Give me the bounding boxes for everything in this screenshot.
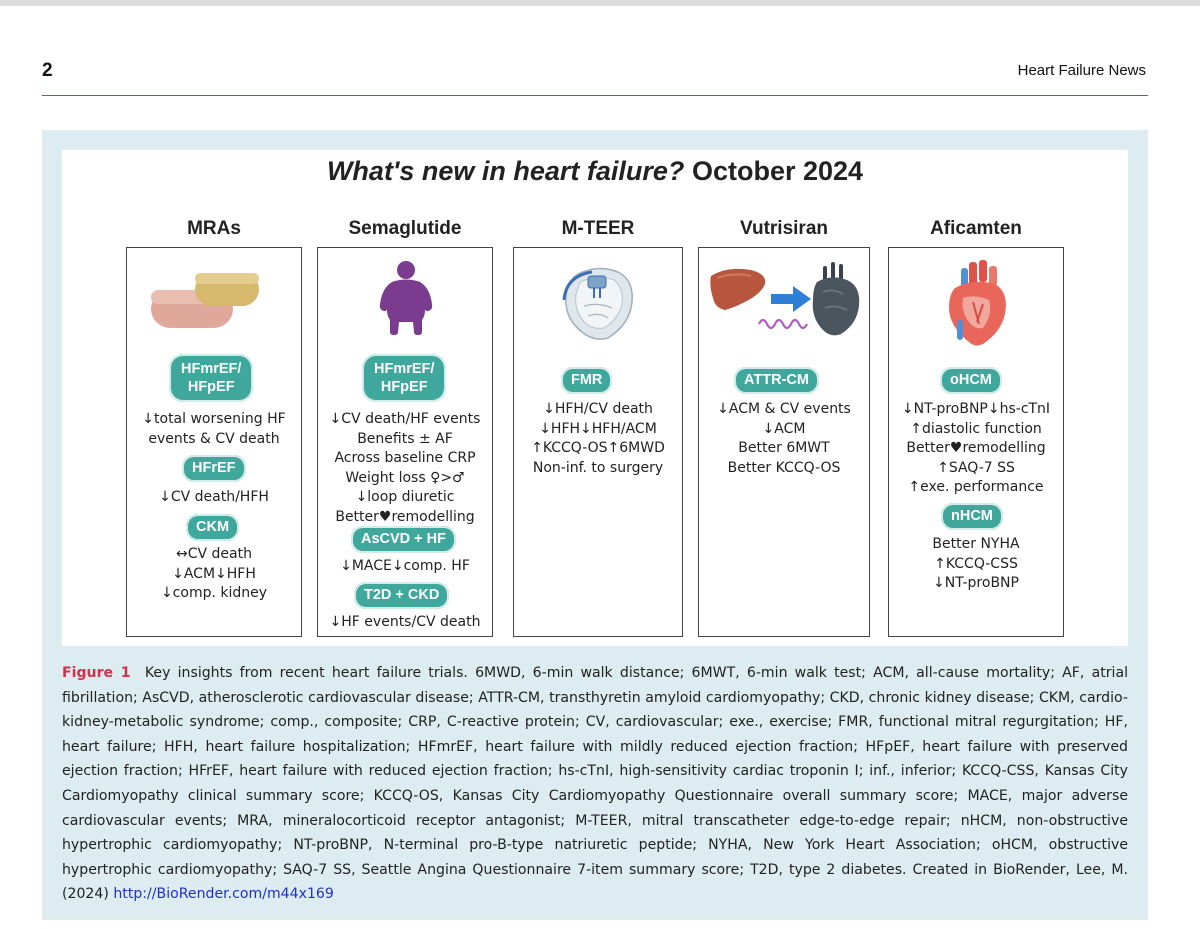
finding-line: ↑diastolic function	[910, 420, 1042, 437]
pill-line: HFrEF	[192, 460, 236, 476]
pill-line: HFpEF	[380, 379, 428, 395]
column-heading-m-teer: M-TEER	[561, 218, 635, 239]
mras-group-3-text	[127, 545, 301, 604]
column-heading-mras: MRAs	[187, 218, 241, 239]
pill-line: HFmrEF/	[374, 361, 435, 377]
caption-text: Key insights from recent heart failure trials. 6MWD, 6-min walk distance; 6MWT, 6-min walk test; ACM, all-cause mortality; AF, atrial fibrillation; AsCVD, atherosclerotic cardiovascular disease; ATTR-CM, transthyretin amyloid cardiomyopathy; CKD, chronic kidney disease; CKM, cardio-kidney-metabolic syndrome; comp., composite; CRP, C-reactive protein; CV, cardiovascular; exe., exercise; FMR, functional mitral regurgitation; HF, heart failure; HFH, heart failure hospitalization; HFmrEF, heart failure with mildly reduced ejection fraction; HFpEF, heart failure with preserved ejection fraction; HFrEF, heart failure with reduced ejection fraction; hs-cTnI, high-sensitivity cardiac troponin I; inf., inferior; KCCQ-CSS, Kansas City Cardiomyopathy clinical summary score; KCCQ-OS, Kansas City Cardiomyopathy Questionnaire overall summary score; MACE, major adverse cardiovascular events; MRA, mineralocorticoid receptor antagonist; M-TEER, mitral transcatheter edge-to-edge repair; nHCM, non-obstructive hypertrophic cardiomyopathy; NT-proBNP, N-terminal pro-B-type natriuretic peptide; NYHA, New York Heart Association; oHCM, obstructive hypertrophic cardiomyopathy; SAQ-7 SS, Seattle Angina Questionnaire 7-item summary score; T2D, type 2 diabetes. Created in BioRender, Lee, M. (2024)	[62, 665, 1128, 903]
finding-line: Better KCCQ-OS	[727, 459, 841, 476]
pill-semaglutide-ascvd-hf	[351, 526, 456, 553]
aficamten-group-2-text	[889, 535, 1063, 594]
anatomical-heart-icon	[943, 258, 1013, 348]
finding-line: ↓total worsening HF	[142, 411, 286, 427]
column-mras	[126, 247, 302, 637]
pill-line: CKM	[196, 519, 230, 535]
finding-line: ↓comp. kidney	[160, 585, 268, 601]
finding-line: ↓ACM & CV events	[717, 401, 851, 417]
figure-graphic	[62, 150, 1128, 646]
pill-aficamten-ohcm	[940, 367, 1002, 394]
column-vutrisiran	[698, 247, 870, 637]
biorender-link[interactable]: http://BioRender.com/m44x169	[113, 886, 334, 903]
column-heading-aficamten: Aficamten	[930, 218, 1022, 239]
finding-line: Better♥remodelling	[906, 440, 1046, 456]
pill-line: FMR	[571, 372, 603, 388]
finding-line: ↓CV death/HF events	[329, 411, 481, 427]
finding-line: Non-inf. to surgery	[532, 459, 664, 476]
pill-mras-ckm	[186, 514, 239, 541]
finding-line: ↓HF events/CV death	[329, 614, 481, 630]
finding-line: ↑KCCQ-OS↑6MWD	[531, 440, 665, 456]
finding-line: ↑KCCQ-CSS	[934, 555, 1018, 572]
journal-name: Heart Failure News	[1017, 62, 1146, 79]
finding-line: Better♥remodelling	[335, 508, 475, 525]
column-semaglutide	[317, 247, 493, 637]
finding-line: Weight loss ♀>♂	[345, 469, 465, 486]
liver-to-heart-icon	[707, 258, 865, 338]
pills-icon	[149, 270, 261, 334]
pill-line: oHCM	[950, 372, 992, 388]
mras-group-2-text	[127, 488, 301, 508]
pill-line: nHCM	[951, 508, 993, 524]
column-m-teer	[513, 247, 683, 637]
finding-line: ↓NT-proBNP	[933, 575, 1019, 591]
pill-mras-hfref	[182, 455, 246, 482]
column-heading-semaglutide: Semaglutide	[348, 218, 462, 239]
figure-title-date: October 2024	[691, 156, 864, 186]
column-heading-vutrisiran: Vutrisiran	[740, 218, 828, 239]
finding-line: ↓HFH↓HFH/ACM	[539, 420, 657, 437]
finding-line: Better 6MWT	[738, 440, 830, 456]
pill-line: HFpEF	[187, 379, 235, 395]
pill-mras-hfmref-hfpef	[169, 354, 253, 402]
page-number: 2	[42, 60, 53, 81]
heart-clip-icon	[558, 262, 640, 342]
semaglutide-group-2-text	[318, 557, 492, 577]
pill-line: ATTR-CM	[744, 372, 809, 388]
finding-line: ↓MACE↓comp. HF	[340, 558, 470, 574]
figure-label: Figure 1	[62, 665, 131, 681]
figure-caption	[62, 661, 1128, 907]
finding-line: ↓HFH/CV death	[543, 401, 653, 417]
page-header	[42, 58, 1148, 96]
figure-title	[62, 156, 1128, 187]
column-aficamten	[888, 247, 1064, 637]
person-obese-icon	[378, 260, 434, 336]
finding-line: ↓ACM↓HFH	[172, 565, 256, 582]
vutrisiran-group-1-text	[699, 400, 869, 478]
finding-line: ↔CV death	[176, 546, 252, 562]
pill-line: T2D + CKD	[364, 587, 440, 603]
pill-m-teer-fmr	[561, 367, 612, 394]
pill-line: AsCVD + HF	[361, 531, 447, 547]
finding-line: ↓CV death/HFH	[159, 489, 269, 505]
finding-line: Better NYHA	[932, 536, 1020, 552]
finding-line: ↑SAQ-7 SS	[937, 459, 1015, 476]
semaglutide-group-1-text	[318, 410, 492, 527]
finding-line: ↑exe. performance	[908, 479, 1044, 495]
finding-line: events & CV death	[148, 430, 280, 447]
top-edge-bar	[0, 0, 1200, 6]
finding-line: ↓ACM	[762, 420, 806, 437]
figure-title-italic: What's new in heart failure?	[326, 156, 685, 186]
finding-line: Benefits ± AF	[357, 430, 453, 447]
m-teer-group-1-text	[514, 400, 682, 478]
pill-aficamten-nhcm	[941, 503, 1003, 530]
pill-line: HFmrEF/	[181, 361, 242, 377]
pill-semaglutide-hfmref-hfpef	[362, 354, 446, 402]
finding-line: ↓loop diuretic	[355, 489, 455, 505]
pill-semaglutide-t2d-ckd	[354, 582, 449, 609]
mras-group-1-text	[127, 410, 301, 449]
finding-line: Across baseline CRP	[334, 450, 476, 466]
aficamten-group-1-text	[889, 400, 1063, 498]
finding-line: ↓NT-proBNP↓hs-cTnI	[901, 401, 1051, 417]
pill-vutrisiran-attr-cm	[734, 367, 819, 394]
semaglutide-group-3-text	[318, 613, 492, 633]
